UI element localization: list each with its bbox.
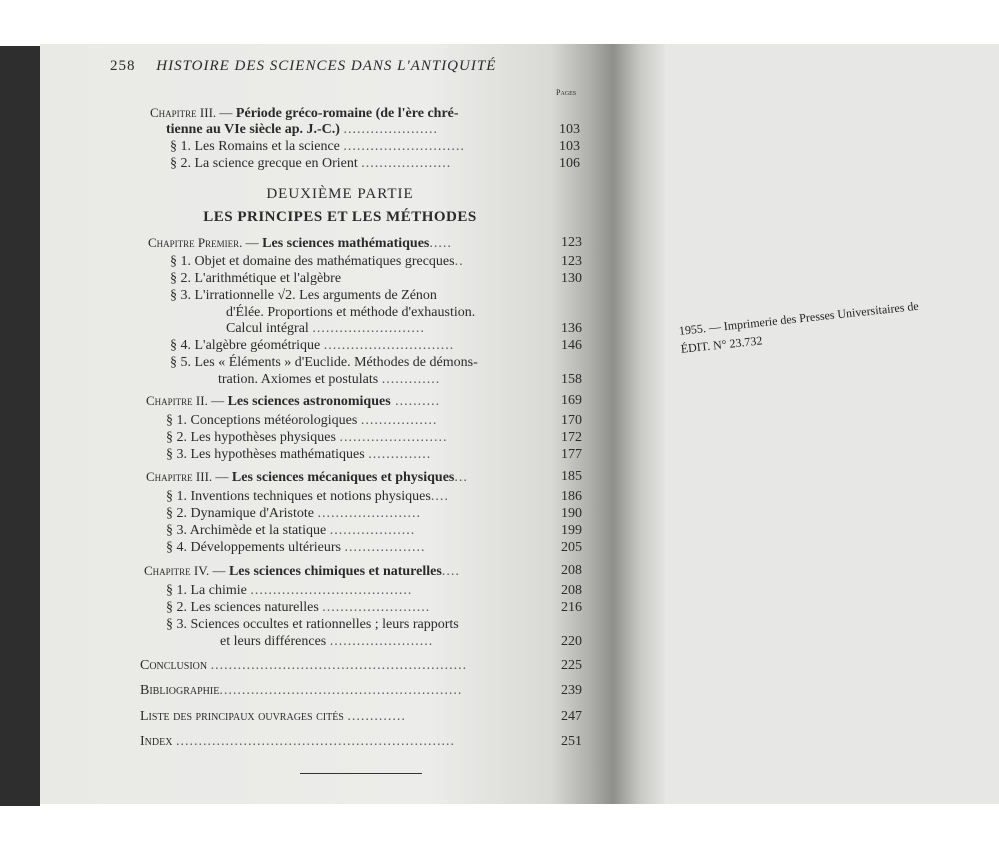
toc-entry-text: § 1. Objet et domaine des mathématiques grecques <box>170 254 455 269</box>
chapter-label: Chapitre III. — <box>150 105 233 120</box>
toc-chapter-heading: Chapitre IV. — Les sciences chimiques et naturelles.... 208 <box>144 563 582 579</box>
toc-entry <box>170 287 582 304</box>
toc-entry: § 1. Inventions techniques et notions physiques.... 186 <box>166 489 582 504</box>
toc-entry-text: § 2. L'arithmétique et l'algèbre <box>170 271 342 286</box>
toc-page-number: 158 <box>561 372 582 387</box>
toc-page-number: 208 <box>561 583 582 598</box>
toc-entry-cont: tration. Axiomes et postulats ............. 158 <box>218 372 582 387</box>
toc-page-number: 170 <box>561 413 582 428</box>
toc-entry-cont <box>226 304 582 321</box>
toc-entry <box>170 354 582 371</box>
toc-entry-text: § 5. Les « Éléments » d'Euclide. Méthodes de démons- <box>170 355 478 370</box>
running-title: HISTOIRE DES SCIENCES DANS L'ANTIQUITÉ <box>156 58 497 74</box>
toc-chapter-heading: Chapitre III. — Les sciences mécaniques et physiques... 185 <box>146 469 582 485</box>
toc-page-number: 103 <box>559 122 580 137</box>
toc-entry-text: § 4. L'algèbre géométrique <box>170 338 321 353</box>
toc-chapter-heading: Chapitre II. — Les sciences astronomiques .......... 169 <box>146 393 582 409</box>
toc-page-number: 239 <box>561 683 582 698</box>
toc-backmatter-entry: Bibliographie...................................................... 239 <box>140 683 582 698</box>
chapter-title: Période gréco-romaine (de l'ère chré- <box>235 106 459 121</box>
toc-entry: § 2. Dynamique d'Aristote ....................... 190 <box>166 506 582 521</box>
toc-page-number: 123 <box>561 254 582 269</box>
imprint-line: 1955. — Imprimerie des Presses Universitaires de <box>678 298 920 338</box>
toc-backmatter-entry: Conclusion ......................................................... 225 <box>140 658 582 673</box>
toc-page-number: 106 <box>559 156 580 171</box>
toc-entry: § 3. Les hypothèses mathématiques .............. 177 <box>166 447 582 462</box>
toc-page-number: 103 <box>559 139 580 154</box>
toc-entry: § 2. La science grecque en Orient .................... 106 <box>170 156 580 171</box>
toc-entry-text: § 3. Les hypothèses mathématiques <box>166 447 365 462</box>
chapter-title-cont: tienne au VIe siècle ap. J.-C.) <box>166 122 340 137</box>
part-label: DEUXIÈME PARTIE <box>266 186 414 202</box>
toc-entry: § 1. La chimie .................................... 208 <box>166 583 582 598</box>
toc-entry-text: Calcul intégral <box>226 321 309 336</box>
toc-entry-cont: Calcul intégral ......................... 136 <box>226 321 582 336</box>
toc-entry-text: § 1. Les Romains et la science <box>170 139 340 154</box>
toc-entry-text: Liste des principaux ouvrages cités <box>140 709 344 724</box>
toc-entry-text: § 1. La chimie <box>166 583 247 598</box>
toc-page-number: 208 <box>561 563 582 578</box>
toc-entry: § 3. Archimède et la statique ................... 199 <box>166 523 582 538</box>
toc-chapter-heading <box>150 104 580 121</box>
toc-chapter-heading: Chapitre Premier. — Les sciences mathématiques..... 123 <box>148 235 582 251</box>
right-page <box>660 44 999 804</box>
chapter-label: Chapitre IV. — <box>144 563 226 578</box>
chapter-label: Chapitre II. — <box>146 393 225 408</box>
chapter-title: Les sciences chimiques et naturelles <box>228 564 442 579</box>
toc-page-number: 146 <box>561 338 582 353</box>
page-number: 258 <box>110 58 136 74</box>
imprint-edition: ÉDIT. N° 23.732 <box>680 333 764 356</box>
toc-entry-text: § 4. Développements ultérieurs <box>166 540 341 555</box>
toc-entry: § 1. Les Romains et la science ........................... 103 <box>170 139 580 154</box>
chapter-title: Les sciences astronomiques <box>227 394 391 409</box>
toc-page-number: 225 <box>561 658 582 673</box>
toc-entry-text: § 2. Dynamique d'Aristote <box>166 506 314 521</box>
toc-entry: § 2. Les sciences naturelles ........................ 216 <box>166 600 582 615</box>
toc-page-number: 177 <box>561 447 582 462</box>
running-header <box>110 58 590 75</box>
toc-entry-text: § 3. Sciences occultes et rationnelles ; leurs rapports <box>166 617 459 632</box>
part-title: LES PRINCIPES ET LES MÉTHODES <box>203 209 477 225</box>
chapter-label: Chapitre III. — <box>146 469 229 484</box>
toc-chapter-heading-cont: tienne au VIe siècle ap. J.-C.) ..................... 103 <box>166 122 580 137</box>
toc-page-number: 123 <box>561 235 582 250</box>
background-edge <box>0 46 40 806</box>
toc-page-number: 172 <box>561 430 582 445</box>
toc-entry <box>166 616 582 633</box>
toc-page-number: 186 <box>561 489 582 504</box>
toc-page-number: 216 <box>561 600 582 615</box>
toc-entry-cont: et leurs différences ....................... 220 <box>220 634 582 649</box>
toc-entry-text: § 2. La science grecque en Orient <box>170 156 358 171</box>
toc-page-number: 205 <box>561 540 582 555</box>
toc-entry-text: § 1. Conceptions météorologiques <box>166 413 358 428</box>
end-rule <box>300 773 422 774</box>
toc-entry-text: Conclusion <box>140 658 208 673</box>
toc-page-number: 169 <box>561 393 582 408</box>
toc-entry-text: § 3. Archimède et la statique <box>166 523 327 538</box>
toc-entry-text: et leurs différences <box>220 634 327 649</box>
toc-entry: § 4. Développements ultérieurs .................. 205 <box>166 540 582 555</box>
toc-page-number: 199 <box>561 523 582 538</box>
toc-entry-text: d'Élée. Proportions et méthode d'exhaustion. <box>226 305 476 320</box>
toc-entry-text: Index <box>140 734 173 749</box>
toc-page-number: 185 <box>561 469 582 484</box>
toc-backmatter-entry: Liste des principaux ouvrages cités ............. 247 <box>140 709 582 724</box>
toc-entry: § 1. Conceptions météorologiques ................. 170 <box>166 413 582 428</box>
toc-entry: § 4. L'algèbre géométrique ............................. 146 <box>170 338 582 353</box>
toc-page-number: 136 <box>561 321 582 336</box>
toc-page-number: 220 <box>561 634 582 649</box>
toc-entry: § 2. Les hypothèses physiques ........................ 172 <box>166 430 582 445</box>
toc-backmatter-entry: Index .............................................................. 251 <box>140 734 582 749</box>
chapter-label: Chapitre Premier. — <box>148 235 259 250</box>
pages-column-label: Pages <box>556 88 577 97</box>
toc-entry-text: § 3. L'irrationnelle √2. Les arguments de Zénon <box>170 288 437 303</box>
toc-page-number: 130 <box>561 271 582 286</box>
toc-page-number: 247 <box>561 709 582 724</box>
chapter-title: Les sciences mathématiques <box>262 236 430 251</box>
toc-entry-text: tration. Axiomes et postulats <box>218 372 379 387</box>
toc-entry: § 1. Objet et domaine des mathématiques grecques.. 123 <box>170 254 582 269</box>
toc-entry-text: § 1. Inventions techniques et notions physiques <box>166 489 431 504</box>
toc-page-number: 190 <box>561 506 582 521</box>
book-gutter-shadow <box>585 44 665 804</box>
toc-entry <box>170 270 582 287</box>
chapter-title: Les sciences mécaniques et physiques <box>231 470 455 485</box>
toc-entry-text: Bibliographie <box>140 683 220 698</box>
toc-entry-text: § 2. Les hypothèses physiques <box>166 430 336 445</box>
toc-page-number: 251 <box>561 734 582 749</box>
toc-entry-text: § 2. Les sciences naturelles <box>166 600 319 615</box>
